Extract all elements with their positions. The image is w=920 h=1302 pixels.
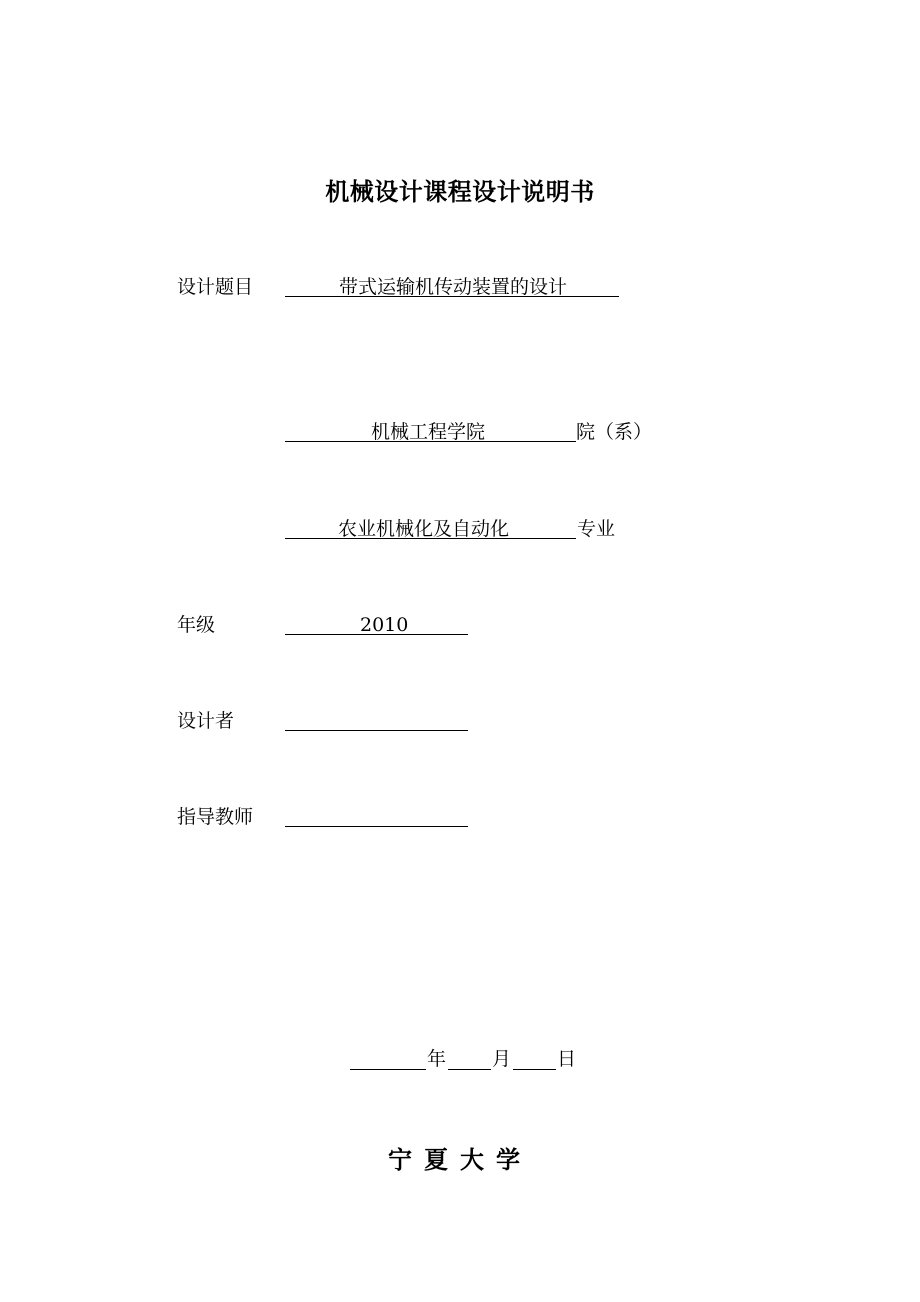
advisor-underline <box>285 804 468 827</box>
date-year-underline <box>350 1047 426 1070</box>
university-name: 宁夏大学 <box>388 1146 532 1174</box>
date-month-label: 月 <box>492 1048 512 1070</box>
school-suffix: 院（系） <box>576 421 653 443</box>
major-value: 农业机械化及自动化 <box>338 518 510 540</box>
topic-label: 设计题目 <box>177 276 254 298</box>
school-value: 机械工程学院 <box>371 421 486 443</box>
date-month-underline <box>448 1047 491 1070</box>
date-day-label: 日 <box>557 1048 577 1070</box>
designer-underline <box>285 708 468 731</box>
grade-label: 年级 <box>177 614 216 636</box>
date-day-underline <box>513 1047 556 1070</box>
topic-value: 带式运输机传动装置的设计 <box>339 276 568 298</box>
advisor-label: 指导教师 <box>177 806 254 828</box>
major-suffix: 专业 <box>577 518 616 540</box>
date-year-label: 年 <box>427 1048 447 1070</box>
grade-value: 2010 <box>360 614 409 636</box>
designer-label: 设计者 <box>177 710 235 732</box>
document-title: 机械设计课程设计说明书 <box>325 178 595 206</box>
